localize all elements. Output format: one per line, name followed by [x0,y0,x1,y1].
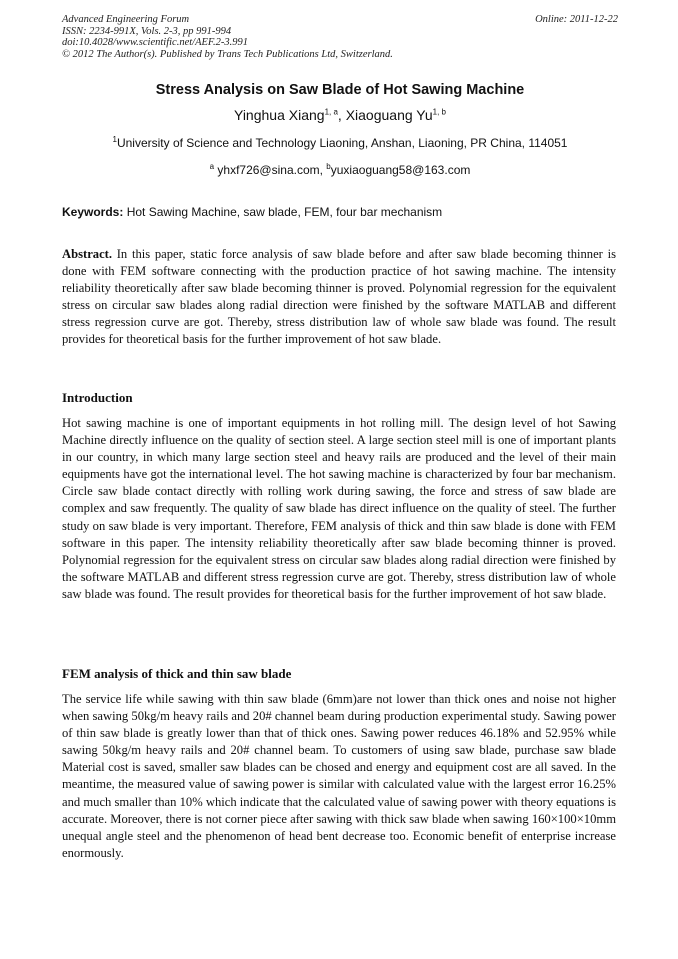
email-a-marker: a [209,162,215,171]
online-date: Online: 2011-12-22 [535,14,618,25]
abstract-text: In this paper, static force analysis of saw blade before and after saw blade becoming thinner is done with FEM software connecting with the production practice of hot sawing machine. The intensity reliability theoretically after saw blade becoming thinner is proved. Polynomial regression for the equivalent stress on circular saw blades along radial direction were finished by the software MATLAB and different stress regression curve are got. Thereby, stress distribution law of whole saw blade was found. The result provides for theoretical basis for the further improvement of hot saw blade. [62,247,616,347]
issn-line: ISSN: 2234-991X, Vols. 2-3, pp 991-994 [62,25,232,37]
author-1-name: Yinghua Xiang [234,107,325,123]
author-separator: , [337,107,346,123]
keywords [62,205,618,219]
journal-header [62,14,618,60]
fem-heading: FEM analysis of thick and thin saw blade [62,666,292,681]
abstract [62,246,616,349]
email-b: yuxiaoguang58@163.com [330,163,471,177]
affiliation-marker: 1 [112,135,117,144]
author-2-affil: 1, b [432,107,446,117]
author-emails [62,163,618,177]
fem-body: The service life while sawing with thin saw blade (6mm)are not lower than thick ones and noise not higher when sawing 50kg/m heavy rails and 20# channel beam during production experimental study. Sawing power of thin saw blade is greatly lower than that of thick ones. Sawing power reduces 46.18% and 52.95% while sawing 50kg/m heavy rails and 20# channel beam. To customers of using saw blade, purchase saw blade Material cost is saved, smaller saw blades can be chosed and energy and equipment cost are all saved. In the meantime, the measured value of sawing power is similar with calculated value with the largest error 16.25% and much smaller than 10% which indicate that the calculated value of sawing power with theory equations is accurate. Moreover, there is not corner piece after sawing with thick saw blade when sawing 160×100×10mm unequal angle steel and the phenomenon of head bent decrease too. Economic benefit of enterprise increase enormously. [62,692,616,860]
introduction-heading: Introduction [62,390,133,405]
journal-name: Advanced Engineering Forum [62,14,190,25]
author-list [62,107,618,123]
doi-line: doi:10.4028/www.scientific.net/AEF.2-3.991 [62,37,248,48]
paper-title: Stress Analysis on Saw Blade of Hot Sawing Machine [155,82,525,98]
keywords-text: Hot Sawing Machine, saw blade, FEM, four bar mechanism [123,205,443,219]
abstract-label: Abstract. [62,247,113,261]
affiliation-text: University of Science and Technology Liaoning, Anshan, Liaoning, PR China, 114051 [116,136,568,150]
introduction-body: Hot sawing machine is one of important equipments in hot rolling mill. The design level of hot Sawing Machine directly influence on the quality of section steel. A large section steel mill is one of important plants in our country, in which many large section steel and heavy rails are produced and the level of their main equipments have got the international level. The hot sawing machine is characterized by four bar mechanism. Circle saw blade contact directly with rolling work during sawing, the force and stress of saw blade are complex and saw frequently. The quality of saw blade has direct influence on the quality of steel. The further study on saw blade is very important. Therefore, FEM analysis of thick and thin saw blade is done with FEM software in this paper. The intensity reliability theoretically after saw blade becoming thinner is proved. Polynomial regression for the equivalent stress on circular saw blades along radial direction were finished by the software MATLAB and different stress regression curve are got. Thereby, stress distribution law of whole saw blade was found. The result provides for theoretical basis for the further improvement of hot saw blade. [62,416,616,601]
email-b-marker: b [326,162,331,171]
email-a: yhxf726@sina.com, [214,163,327,177]
affiliation [62,136,618,150]
author-1-affil: 1, a [324,107,338,117]
author-2-name: Xiaoguang Yu [345,107,433,123]
copyright-line: © 2012 The Author(s). Published by Trans Tech Publications Ltd, Switzerland. [62,48,393,60]
keywords-label: Keywords: [62,205,124,219]
